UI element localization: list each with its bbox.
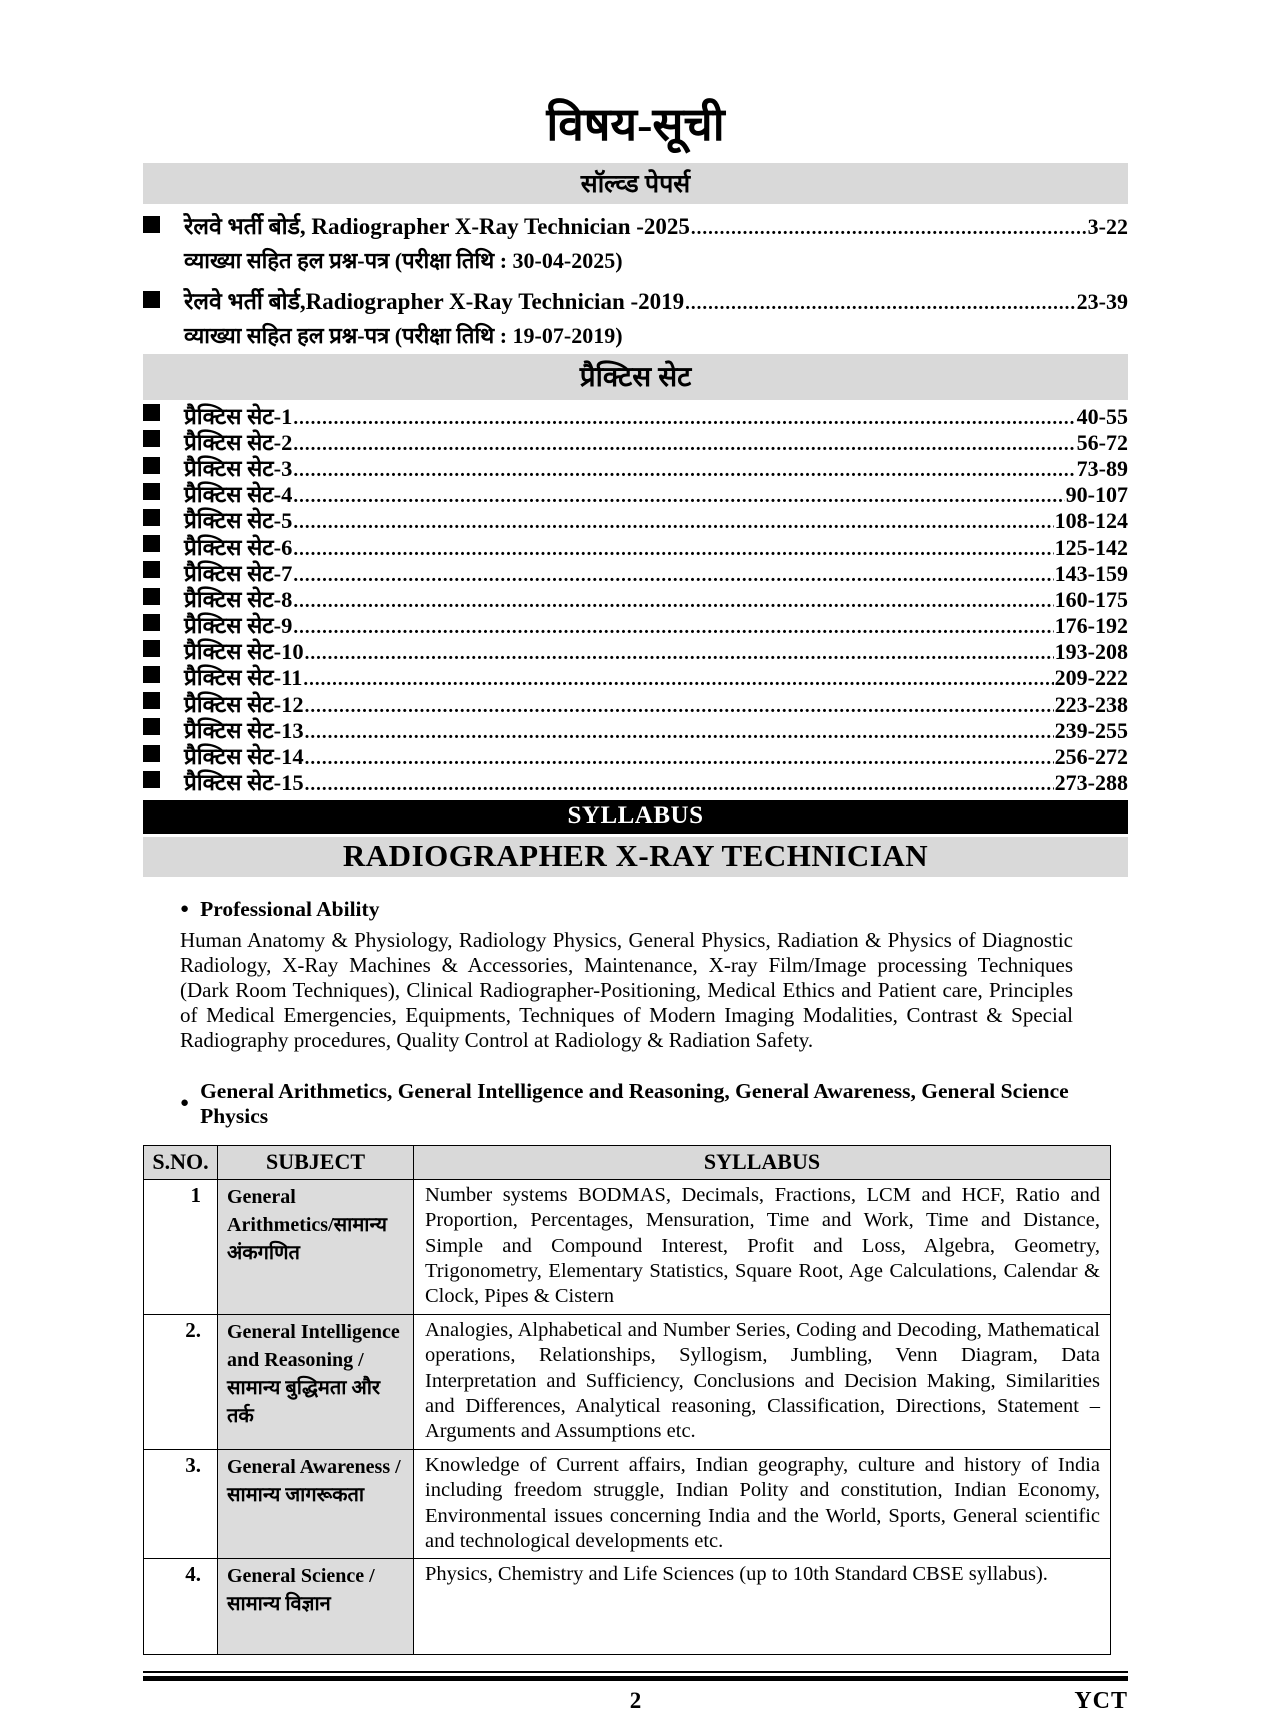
toc-entry-label: प्रैक्टिस सेट-5 bbox=[184, 508, 293, 534]
toc-entry-label: प्रैक्टिस सेट-3 bbox=[184, 455, 293, 481]
toc-entry-label-hindi: रेलवे भर्ती बोर्ड bbox=[184, 213, 300, 239]
toc-entry-pages: 143-159 bbox=[1054, 560, 1128, 586]
toc-entry-pages: 56-72 bbox=[1076, 429, 1128, 455]
section-heading-label: Professional Ability bbox=[200, 897, 380, 922]
toc-entry-label: प्रैक्टिस सेट-10 bbox=[184, 639, 304, 665]
cell-sno: 1 bbox=[144, 1179, 218, 1314]
column-header-syllabus: SYLLABUS bbox=[414, 1145, 1111, 1179]
toc-entry-practice-set-1 bbox=[143, 400, 1128, 429]
square-bullet-icon bbox=[143, 692, 160, 709]
toc-entry-practice-set-6 bbox=[143, 531, 1128, 560]
dot-leader bbox=[691, 218, 1087, 240]
section-heading-label: General Arithmetics, General Intelligence and Reasoning, General Awareness, General Science Physics bbox=[200, 1078, 1069, 1128]
toc-entry-pages: 125-142 bbox=[1054, 534, 1128, 560]
dot-leader bbox=[293, 434, 1075, 456]
column-header-subject: SUBJECT bbox=[218, 1145, 414, 1179]
dot-leader bbox=[293, 460, 1075, 482]
round-bullet-icon: ● bbox=[180, 901, 190, 918]
toc-entry-label-english: Radiographer X-Ray Technician -2025 bbox=[311, 213, 690, 239]
toc-entry-label: प्रैक्टिस सेट-8 bbox=[184, 586, 293, 612]
toc-entry-pages: 160-175 bbox=[1054, 586, 1128, 612]
toc-entry-practice-set-14 bbox=[143, 740, 1128, 770]
professional-ability-paragraph: Human Anatomy & Physiology, Radiology Physics, General Physics, Radiation & Physics of Diagnostic Radiology, X-Ray Machines & Accessories, Maintenance, X-ray Film/Image processing Techniques (Dark Room Techniques), Clinical Radiographer-Positioning, Medical Ethics and Patient care, Principles of Medical Emergencies, Equipments, Techniques of Modern Imaging Modalities, Contrast & Special Radiography procedures, Quality Control at Radiology & Radiation Safety. bbox=[180, 928, 1073, 1052]
practice-sets-banner: प्रैक्टिस सेट bbox=[143, 354, 1128, 400]
toc-entry-label: प्रैक्टिस सेट-1 bbox=[184, 403, 293, 429]
cell-sno: 3. bbox=[144, 1449, 218, 1559]
square-bullet-icon bbox=[143, 666, 160, 683]
round-bullet-icon: ● bbox=[180, 1095, 190, 1112]
square-bullet-icon bbox=[143, 430, 160, 447]
toc-entry-label bbox=[184, 209, 690, 241]
toc-entry-pages: 239-255 bbox=[1054, 717, 1128, 743]
square-bullet-icon bbox=[143, 640, 160, 657]
dot-leader bbox=[293, 408, 1075, 430]
solved-papers-banner: सॉल्व्ड पेपर्स bbox=[143, 163, 1128, 204]
cell-syllabus: Knowledge of Current affairs, Indian geography, culture and history of India including freedom struggle, Indian Polity and constitution, Indian Economy, Environmental issues concerning India and the World, Sports, General scientific and technological developments etc. bbox=[414, 1449, 1111, 1559]
toc-entry-practice-set-10 bbox=[143, 635, 1128, 665]
toc-entry-practice-set-7 bbox=[143, 557, 1128, 586]
table-row bbox=[144, 1314, 1111, 1449]
toc-entry-label: प्रैक्टिस सेट-15 bbox=[184, 770, 304, 796]
toc-entry-solved-2019 bbox=[143, 279, 1128, 316]
toc-entry-pages: 193-208 bbox=[1054, 639, 1128, 665]
toc-entry-solved-2025 bbox=[143, 204, 1128, 241]
square-bullet-icon bbox=[143, 483, 160, 500]
cell-sno: 4. bbox=[144, 1559, 218, 1655]
dot-leader bbox=[685, 293, 1076, 315]
square-bullet-icon bbox=[143, 216, 160, 233]
toc-entry-label: प्रैक्टिस सेट-2 bbox=[184, 429, 293, 455]
toc-entry-label: प्रैक्टिस सेट-13 bbox=[184, 717, 304, 743]
square-bullet-icon bbox=[143, 291, 160, 308]
toc-entry-pages: 3-22 bbox=[1087, 213, 1128, 239]
square-bullet-icon bbox=[143, 614, 160, 631]
syllabus-table-header-row bbox=[144, 1145, 1111, 1179]
dot-leader bbox=[305, 696, 1054, 718]
cell-syllabus: Number systems BODMAS, Decimals, Fractions, LCM and HCF, Ratio and Proportion, Percentages, Mensuration, Time and Work, Time and Distance, Simple and Compound Interest, Profit and Loss, Algebra, Geometry, Trigonometry, Elementary Statistics, Square Root, Age Calculations, Calendar & Clock, Pipes & Cistern bbox=[414, 1179, 1111, 1314]
square-bullet-icon bbox=[143, 718, 160, 735]
syllabus-banner: SYLLABUS bbox=[143, 800, 1128, 834]
dot-leader bbox=[305, 774, 1054, 796]
toc-entry-practice-set-12 bbox=[143, 688, 1128, 717]
toc-entry-subtitle: व्याख्या सहित हल प्रश्न-पत्र (परीक्षा तिथि : 19-07-2019) bbox=[184, 322, 623, 348]
toc-entry-label-hindi: रेलवे भर्ती बोर्ड bbox=[184, 288, 300, 314]
toc-entry-practice-set-9 bbox=[143, 609, 1128, 639]
toc-entry-pages: 90-107 bbox=[1065, 482, 1128, 508]
toc-entry-label bbox=[184, 284, 684, 316]
square-bullet-icon bbox=[143, 771, 160, 788]
dot-leader bbox=[305, 643, 1054, 665]
toc-entry-label-english: Radiographer X-Ray Technician -2019 bbox=[305, 288, 685, 314]
cell-syllabus: Analogies, Alphabetical and Number Series, Coding and Decoding, Mathematical operations, Relationships, Syllogism, Jumbling, Venn Diagram, Data Interpretation and Sufficiency, Conclusions and Decision Making, Similarities and Differences, Analytical reasoning, Classification, Directions, Statement – Arguments and Assumptions etc. bbox=[414, 1314, 1111, 1449]
page-title: विषय-सूची bbox=[546, 99, 725, 150]
toc-entry-practice-set-11 bbox=[143, 661, 1128, 691]
toc-entry-pages: 23-39 bbox=[1076, 288, 1128, 314]
dot-leader bbox=[303, 669, 1053, 691]
toc-entry-label: प्रैक्टिस सेट-11 bbox=[184, 665, 303, 691]
page-footer bbox=[143, 1681, 1128, 1715]
square-bullet-icon bbox=[143, 509, 160, 526]
toc-entry-pages: 108-124 bbox=[1054, 508, 1128, 534]
footer-divider-thin-line bbox=[143, 1671, 1128, 1673]
toc-entry-subtitle: व्याख्या सहित हल प्रश्न-पत्र (परीक्षा तिथि : 30-04-2025) bbox=[184, 247, 623, 273]
square-bullet-icon bbox=[143, 745, 160, 762]
toc-entry-label: प्रैक्टिस सेट-9 bbox=[184, 613, 293, 639]
toc-entry-pages: 273-288 bbox=[1054, 770, 1128, 796]
cell-subject: General Science /सामान्य विज्ञान bbox=[218, 1559, 414, 1655]
toc-entry-pages: 223-238 bbox=[1054, 691, 1128, 717]
dot-leader bbox=[305, 722, 1054, 744]
section-heading-professional-ability bbox=[180, 897, 1128, 922]
toc-entry-pages: 73-89 bbox=[1076, 455, 1128, 481]
table-row bbox=[144, 1449, 1111, 1559]
toc-entry-label: प्रैक्टिस सेट-6 bbox=[184, 534, 293, 560]
toc-entry-label: प्रैक्टिस सेट-14 bbox=[184, 744, 304, 770]
cell-syllabus: Physics, Chemistry and Life Sciences (up to 10th Standard CBSE syllabus). bbox=[414, 1559, 1111, 1655]
section-heading-general-subjects bbox=[180, 1079, 1128, 1129]
toc-entry-practice-set-8 bbox=[143, 583, 1128, 612]
toc-entry-pages: 209-222 bbox=[1054, 665, 1128, 691]
cell-subject: General Intelligence and Reasoning /सामान्य बुद्धिमता और तर्क bbox=[218, 1314, 414, 1449]
dot-leader bbox=[293, 565, 1053, 587]
toc-entry-practice-set-2 bbox=[143, 426, 1128, 455]
toc-entry-separator: , bbox=[299, 288, 306, 314]
syllabus-table bbox=[143, 1145, 1111, 1656]
table-row bbox=[144, 1559, 1111, 1655]
toc-entry-separator: , bbox=[299, 213, 312, 239]
dot-leader bbox=[293, 591, 1053, 613]
square-bullet-icon bbox=[143, 535, 160, 552]
toc-entry-practice-set-13 bbox=[143, 714, 1128, 743]
footer-divider bbox=[143, 1671, 1128, 1681]
dot-leader bbox=[293, 617, 1053, 639]
toc-entry-label: प्रैक्टिस सेट-4 bbox=[184, 482, 293, 508]
toc-entry-pages: 40-55 bbox=[1076, 403, 1128, 429]
table-row bbox=[144, 1179, 1111, 1314]
square-bullet-icon bbox=[143, 561, 160, 578]
square-bullet-icon bbox=[143, 457, 160, 474]
toc-entry-practice-set-4 bbox=[143, 478, 1128, 508]
square-bullet-icon bbox=[143, 588, 160, 605]
toc-entry-pages: 256-272 bbox=[1054, 744, 1128, 770]
column-header-sno: S.NO. bbox=[144, 1145, 218, 1179]
publisher-brand: YCT bbox=[1074, 1688, 1128, 1715]
cell-sno: 2. bbox=[144, 1314, 218, 1449]
cell-subject: General Awareness /सामान्य जागरूकता bbox=[218, 1449, 414, 1559]
toc-entry-practice-set-3 bbox=[143, 452, 1128, 481]
page-number: 2 bbox=[629, 1688, 642, 1714]
toc-entry-practice-set-15 bbox=[143, 766, 1128, 796]
dot-leader bbox=[293, 512, 1053, 534]
toc-entry-label: प्रैक्टिस सेट-12 bbox=[184, 691, 304, 717]
dot-leader bbox=[293, 486, 1064, 508]
toc-entry-pages: 176-192 bbox=[1054, 613, 1128, 639]
toc-entry-label: प्रैक्टिस सेट-7 bbox=[184, 560, 293, 586]
dot-leader bbox=[293, 539, 1053, 561]
square-bullet-icon bbox=[143, 404, 160, 421]
course-title-banner: RADIOGRAPHER X-RAY TECHNICIAN bbox=[143, 837, 1128, 877]
toc-entry-practice-set-5 bbox=[143, 504, 1128, 534]
dot-leader bbox=[305, 748, 1054, 770]
cell-subject: General Arithmetics/सामान्य अंकगणित bbox=[218, 1179, 414, 1314]
